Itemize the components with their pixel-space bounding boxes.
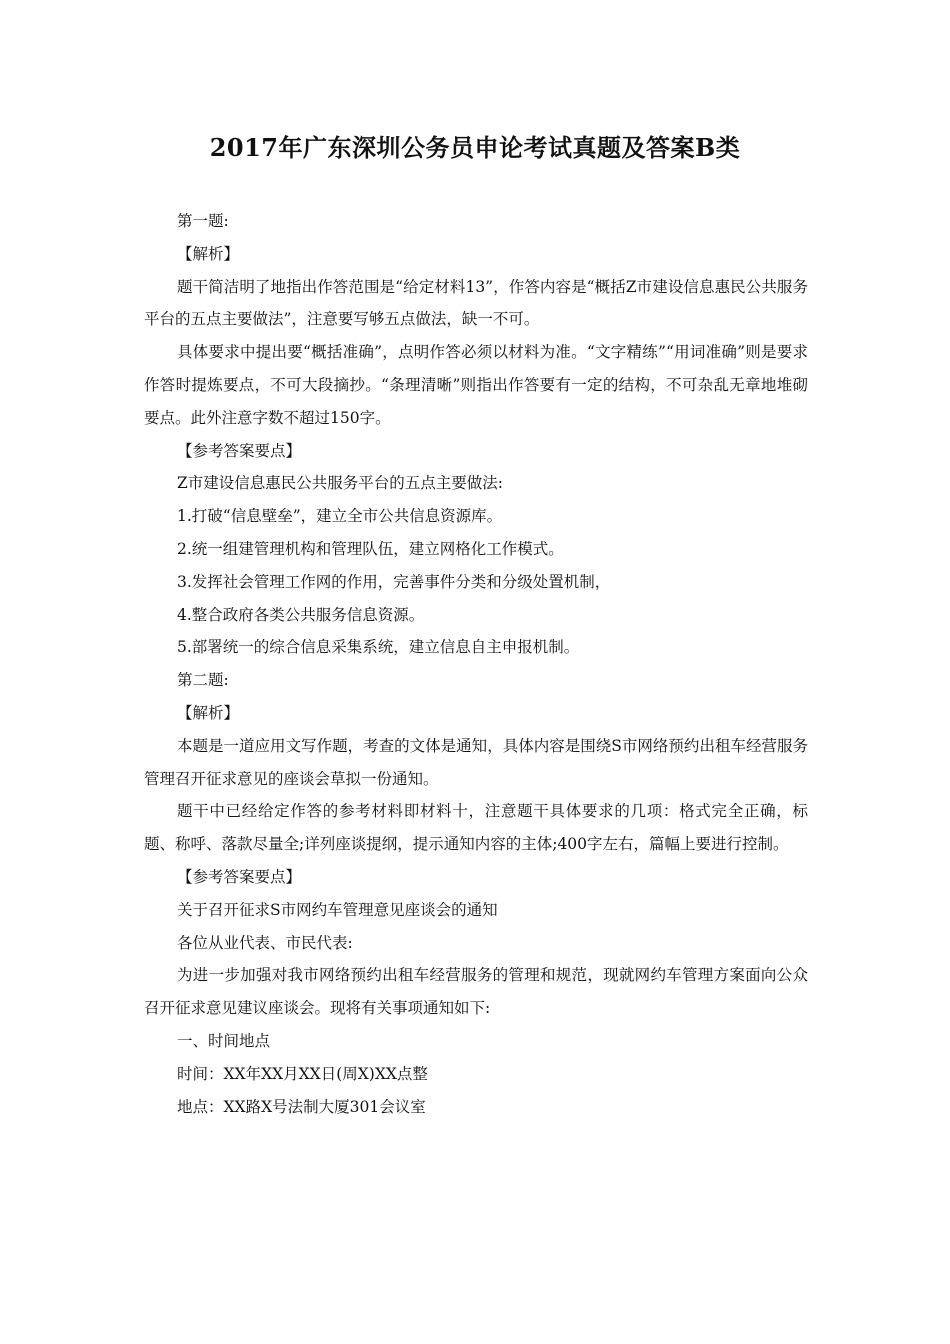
notice-location: 地点：XX路X号法制大厦301会议室: [177, 1097, 426, 1116]
analysis-label: 【解析】: [177, 703, 240, 722]
notice-section-heading: 一、时间地点: [177, 1031, 271, 1050]
document-title: 2017年广东深圳公务员申论考试真题及答案B类: [209, 133, 741, 162]
paragraph: Z市建设信息惠民公共服务平台的五点主要做法:: [177, 474, 503, 493]
paragraph: 本题是一道应用文写作题，考查的文体是通知，具体内容是围绕S市网络预约出租车经营服务管理召开征求意见的座谈会草拟一份通知。: [144, 736, 808, 788]
analysis-label: 【解析】: [177, 244, 240, 263]
section-heading-q2: 第二题:: [177, 671, 229, 690]
paragraph: 具体要求中提出要“概括准确”，点明作答必须以材料为准。“文字精练”“用词准确”则是要求作答时提炼要点，不可大段摘抄。“条理清晰”则指出作答要有一定的结构，不可杂乱无章地堆砌要点。此外注意字数不超过150字。: [144, 343, 808, 427]
list-item: 1.打破“信息壁垒”，建立全市公共信息资源库。: [177, 507, 503, 526]
list-item: 4.整合政府各类公共服务信息资源。: [177, 605, 425, 624]
notice-time: 时间：XX年XX月XX日(周X)XX点整: [177, 1064, 428, 1083]
list-item: 2.统一组建管理机构和管理队伍，建立网格化工作模式。: [177, 539, 564, 558]
notice-salutation: 各位从业代表、市民代表:: [177, 933, 353, 952]
notice-title: 关于召开征求S市网约车管理意见座谈会的通知: [177, 900, 498, 919]
answer-label: 【参考答案要点】: [177, 441, 302, 460]
list-item: 3.发挥社会管理工作网的作用，完善事件分类和分级处置机制，: [177, 572, 611, 591]
answer-label: 【参考答案要点】: [177, 867, 302, 886]
paragraph: 为进一步加强对我市网络预约出租车经营服务的管理和规范，现就网约车管理方案面向公众召开征求意见建议座谈会。现将有关事项通知如下:: [144, 966, 808, 1018]
list-item: 5.部署统一的综合信息采集系统，建立信息自主申报机制。: [177, 638, 580, 657]
paragraph: 题干简洁明了地指出作答范围是“给定材料13”，作答内容是“概括Z市建设信息惠民公共服务平台的五点主要做法”，注意要写够五点做法，缺一不可。: [144, 277, 808, 329]
document-body: [144, 205, 808, 1123]
paragraph: 题干中已经给定作答的参考材料即材料十，注意题干具体要求的几项：格式完全正确，标题、称呼、落款尽量全;详列座谈提纲，提示通知内容的主体;400字左右，篇幅上要进行控制。: [144, 802, 808, 854]
section-heading-q1: 第一题:: [177, 212, 229, 230]
